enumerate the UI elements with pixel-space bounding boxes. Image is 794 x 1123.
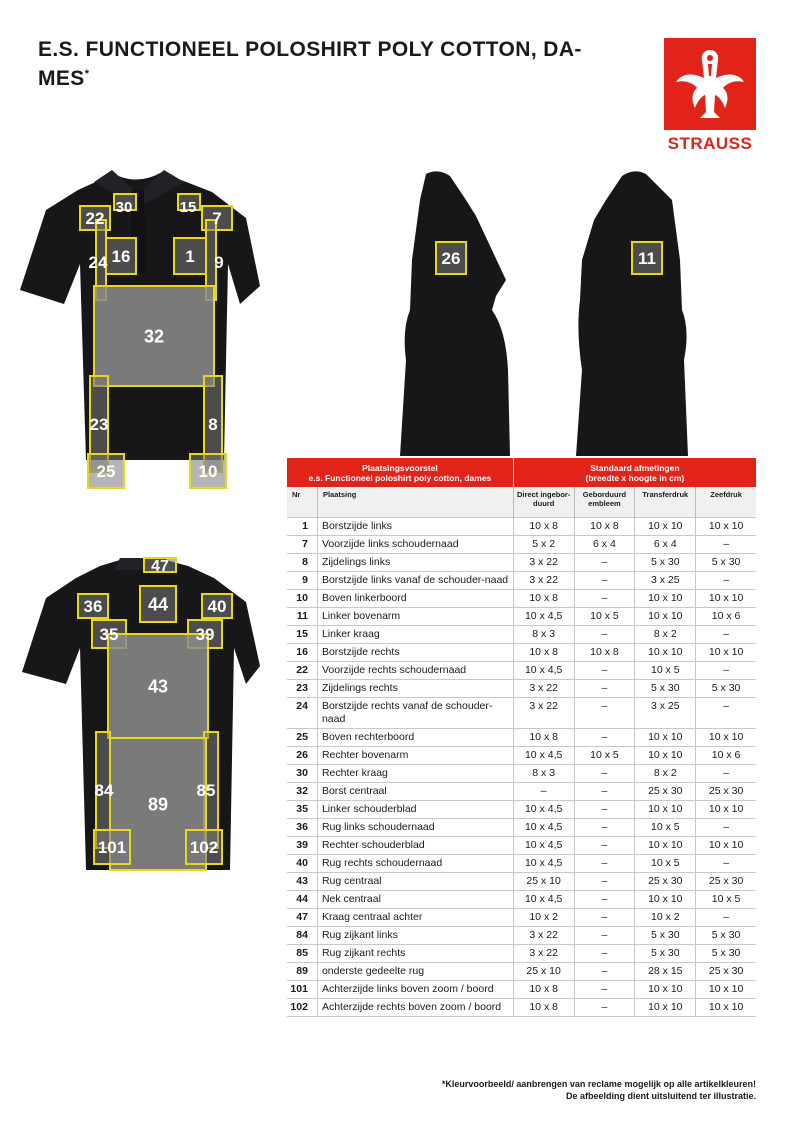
row-transfer-print: 5 x 30 — [635, 680, 696, 698]
row-embroidered-emblem: – — [574, 909, 635, 927]
table-row — [287, 945, 756, 963]
back-zone-label: 84 — [94, 781, 114, 800]
row-number: 15 — [287, 626, 317, 644]
back-zone-label: 101 — [97, 838, 127, 858]
row-transfer-print: 10 x 2 — [635, 909, 696, 927]
row-number: 44 — [287, 891, 317, 909]
row-transfer-print: 10 x 10 — [635, 747, 696, 765]
col-header-screen: Zeefdruk — [696, 487, 756, 518]
front-zone-label: 1 — [185, 247, 195, 267]
table-row — [287, 999, 756, 1017]
page-title — [38, 38, 618, 91]
row-placement: Rug zijkant rechts — [317, 945, 513, 963]
table-row — [287, 801, 756, 819]
front-zone-label: 8 — [208, 415, 218, 435]
table-row — [287, 644, 756, 662]
back-zone-label: 44 — [147, 594, 169, 615]
table-row — [287, 765, 756, 783]
row-screen-print: – — [696, 855, 756, 873]
row-number: 84 — [287, 927, 317, 945]
row-number: 8 — [287, 554, 317, 572]
row-screen-print: 25 x 30 — [696, 783, 756, 801]
row-number: 26 — [287, 747, 317, 765]
back-zone-label: 47 — [151, 557, 169, 575]
row-direct-embroidered: 10 x 8 — [513, 981, 574, 999]
row-placement: Achterzijde rechts boven zoom / boord — [317, 999, 513, 1017]
row-transfer-print: 10 x 10 — [635, 801, 696, 819]
header-left-line2: e.s. Functioneel poloshirt poly cotton, dames — [308, 472, 492, 483]
row-screen-print: 5 x 30 — [696, 927, 756, 945]
row-embroidered-emblem: 10 x 5 — [574, 747, 635, 765]
table-row — [287, 963, 756, 981]
row-placement: onderste gedeelte rug — [317, 963, 513, 981]
row-number: 25 — [287, 729, 317, 747]
row-placement: Rechter schouderblad — [317, 837, 513, 855]
row-transfer-print: 10 x 10 — [635, 590, 696, 608]
row-transfer-print: 5 x 30 — [635, 554, 696, 572]
row-embroidered-emblem: 6 x 4 — [574, 536, 635, 554]
row-direct-embroidered: 10 x 4,5 — [513, 819, 574, 837]
front-zone-label: 23 — [89, 415, 109, 435]
front-zone-label: 10 — [198, 462, 218, 482]
row-transfer-print: 25 x 30 — [635, 783, 696, 801]
table-row — [287, 554, 756, 572]
row-direct-embroidered: 10 x 8 — [513, 590, 574, 608]
row-screen-print: 10 x 10 — [696, 644, 756, 662]
row-embroidered-emblem: – — [574, 662, 635, 680]
row-placement: Zijdelings links — [317, 554, 513, 572]
row-transfer-print: 10 x 10 — [635, 891, 696, 909]
row-placement: Zijdelings rechts — [317, 680, 513, 698]
col-header-placement: Plaatsing — [317, 487, 513, 518]
row-transfer-print: 10 x 10 — [635, 981, 696, 999]
row-direct-embroidered: 10 x 4,5 — [513, 837, 574, 855]
row-direct-embroidered: 10 x 4,5 — [513, 891, 574, 909]
row-transfer-print: 10 x 10 — [635, 608, 696, 626]
footer-line-1: *Kleurvoorbeeld/ aanbrengen van reclame mogelijk op alle artikelkleuren! — [441, 1079, 756, 1089]
row-embroidered-emblem: – — [574, 837, 635, 855]
row-direct-embroidered: 25 x 10 — [513, 873, 574, 891]
table-row — [287, 590, 756, 608]
row-number: 23 — [287, 680, 317, 698]
row-direct-embroidered: 3 x 22 — [513, 945, 574, 963]
front-zone-label: 9 — [214, 253, 224, 272]
side-zone-label: 26 — [441, 249, 461, 269]
row-number: 10 — [287, 590, 317, 608]
table-row — [287, 729, 756, 747]
row-number: 35 — [287, 801, 317, 819]
row-number: 9 — [287, 572, 317, 590]
row-transfer-print: 5 x 30 — [635, 927, 696, 945]
row-transfer-print: 10 x 10 — [635, 644, 696, 662]
row-screen-print: 10 x 10 — [696, 518, 756, 536]
row-number: 36 — [287, 819, 317, 837]
row-direct-embroidered: 25 x 10 — [513, 963, 574, 981]
row-direct-embroidered: 3 x 22 — [513, 698, 574, 729]
row-screen-print: 10 x 10 — [696, 999, 756, 1017]
row-embroidered-emblem: – — [574, 999, 635, 1017]
placement-table — [287, 458, 756, 1017]
row-embroidered-emblem: 10 x 5 — [574, 608, 635, 626]
table-row — [287, 891, 756, 909]
row-number: 32 — [287, 783, 317, 801]
row-screen-print: 10 x 10 — [696, 981, 756, 999]
title-footnote-mark: * — [84, 68, 90, 80]
row-placement: Linker kraag — [317, 626, 513, 644]
back-zone-label: 102 — [189, 838, 219, 858]
row-direct-embroidered: 3 x 22 — [513, 680, 574, 698]
row-direct-embroidered: 10 x 8 — [513, 644, 574, 662]
row-embroidered-emblem: 10 x 8 — [574, 644, 635, 662]
row-placement: Boven rechterboord — [317, 729, 513, 747]
row-placement: Linker schouderblad — [317, 801, 513, 819]
row-direct-embroidered: 3 x 22 — [513, 927, 574, 945]
row-embroidered-emblem: – — [574, 855, 635, 873]
row-direct-embroidered: 3 x 22 — [513, 572, 574, 590]
header-left-line1: Plaatsingsvoorstel — [362, 462, 438, 473]
row-placement: Kraag centraal achter — [317, 909, 513, 927]
row-placement: Boven linkerboord — [317, 590, 513, 608]
row-embroidered-emblem: – — [574, 590, 635, 608]
row-direct-embroidered: 10 x 4,5 — [513, 662, 574, 680]
row-transfer-print: 3 x 25 — [635, 572, 696, 590]
back-zone-label: 35 — [99, 625, 119, 645]
row-direct-embroidered: 10 x 8 — [513, 518, 574, 536]
row-transfer-print: 10 x 5 — [635, 662, 696, 680]
row-transfer-print: 8 x 2 — [635, 626, 696, 644]
row-placement: Rug zijkant links — [317, 927, 513, 945]
row-number: 47 — [287, 909, 317, 927]
table-row — [287, 572, 756, 590]
row-direct-embroidered: 8 x 3 — [513, 765, 574, 783]
row-screen-print: 5 x 30 — [696, 945, 756, 963]
row-direct-embroidered: 8 x 3 — [513, 626, 574, 644]
row-screen-print: – — [696, 662, 756, 680]
row-embroidered-emblem: – — [574, 981, 635, 999]
row-embroidered-emblem: – — [574, 819, 635, 837]
table-header-placement-proposal — [287, 458, 513, 487]
row-placement: Rug links schoudernaad — [317, 819, 513, 837]
front-zone-label: 16 — [111, 247, 131, 267]
back-zone-label: 85 — [196, 781, 216, 800]
table-row — [287, 608, 756, 626]
side-zone-label: 11 — [638, 249, 656, 269]
row-screen-print: 5 x 30 — [696, 680, 756, 698]
row-screen-print: – — [696, 536, 756, 554]
front-zone-label: 7 — [212, 209, 222, 229]
row-screen-print: 10 x 10 — [696, 590, 756, 608]
row-number: 22 — [287, 662, 317, 680]
row-screen-print: 25 x 30 — [696, 873, 756, 891]
row-transfer-print: 28 x 15 — [635, 963, 696, 981]
table-row — [287, 855, 756, 873]
table-row — [287, 536, 756, 554]
table-row — [287, 981, 756, 999]
table-row — [287, 909, 756, 927]
front-zone-label: 25 — [96, 462, 116, 482]
side-shirts-figure — [396, 160, 696, 460]
table-row — [287, 680, 756, 698]
row-number: 1 — [287, 518, 317, 536]
row-placement: Borstzijde links — [317, 518, 513, 536]
row-direct-embroidered: 10 x 8 — [513, 729, 574, 747]
row-direct-embroidered: 10 x 4,5 — [513, 747, 574, 765]
table-header-standard-sizes — [513, 458, 756, 487]
table-row — [287, 819, 756, 837]
row-screen-print: – — [696, 819, 756, 837]
row-number: 24 — [287, 698, 317, 729]
left-side-shirt — [400, 171, 510, 456]
row-screen-print: – — [696, 572, 756, 590]
row-direct-embroidered: 10 x 2 — [513, 909, 574, 927]
row-placement: Borstzijde links vanaf de schouder-naad — [317, 572, 513, 590]
row-embroidered-emblem: – — [574, 765, 635, 783]
row-embroidered-emblem: – — [574, 873, 635, 891]
table-row — [287, 518, 756, 536]
table-row — [287, 927, 756, 945]
table-row — [287, 698, 756, 729]
row-screen-print: 10 x 10 — [696, 837, 756, 855]
row-direct-embroidered: 10 x 8 — [513, 999, 574, 1017]
row-transfer-print: 10 x 10 — [635, 729, 696, 747]
row-placement: Borstzijde rechts vanaf de schouder-naad — [317, 698, 513, 729]
front-zone-label: 32 — [143, 326, 165, 347]
row-screen-print: 10 x 10 — [696, 801, 756, 819]
row-transfer-print: 10 x 5 — [635, 819, 696, 837]
row-transfer-print: 10 x 5 — [635, 855, 696, 873]
row-number: 39 — [287, 837, 317, 855]
col-header-nr: Nr — [287, 487, 317, 518]
row-transfer-print: 3 x 25 — [635, 698, 696, 729]
row-screen-print: 5 x 30 — [696, 554, 756, 572]
row-embroidered-emblem: – — [574, 963, 635, 981]
row-placement: Borstzijde rechts — [317, 644, 513, 662]
front-shirt-figure — [14, 160, 262, 510]
row-embroidered-emblem: 10 x 8 — [574, 518, 635, 536]
row-direct-embroidered: 10 x 4,5 — [513, 801, 574, 819]
title-line-1: E.S. FUNCTIONEEL POLOSHIRT POLY COTTON, DA- — [38, 38, 582, 61]
col-header-direct: Direct ingebor- duurd — [513, 487, 574, 518]
logo-text: STRAUSS — [667, 134, 753, 153]
row-screen-print: – — [696, 698, 756, 729]
back-zone-label: 39 — [195, 625, 215, 645]
row-placement: Achterzijde links boven zoom / boord — [317, 981, 513, 999]
row-embroidered-emblem: – — [574, 698, 635, 729]
front-zone-label: 15 — [179, 199, 197, 216]
front-zone-label: 24 — [88, 253, 108, 272]
stork-logo-icon — [664, 38, 756, 130]
row-embroidered-emblem: – — [574, 783, 635, 801]
col-header-transfer: Transferdruk — [635, 487, 696, 518]
row-number: 30 — [287, 765, 317, 783]
row-screen-print: – — [696, 765, 756, 783]
row-placement: Nek centraal — [317, 891, 513, 909]
row-number: 85 — [287, 945, 317, 963]
row-direct-embroidered: 10 x 4,5 — [513, 608, 574, 626]
table-row — [287, 837, 756, 855]
back-shirt-figure — [16, 550, 264, 885]
row-screen-print: 10 x 6 — [696, 608, 756, 626]
table-row — [287, 783, 756, 801]
back-zone-label: 36 — [83, 597, 103, 617]
row-placement: Rug centraal — [317, 873, 513, 891]
row-transfer-print: 5 x 30 — [635, 945, 696, 963]
row-placement: Borst centraal — [317, 783, 513, 801]
col-header-emblem: Geborduurd embleem — [574, 487, 635, 518]
right-side-shirt — [576, 171, 688, 456]
row-embroidered-emblem: – — [574, 801, 635, 819]
row-number: 101 — [287, 981, 317, 999]
row-embroidered-emblem: – — [574, 927, 635, 945]
row-embroidered-emblem: – — [574, 680, 635, 698]
row-embroidered-emblem: – — [574, 729, 635, 747]
row-number: 89 — [287, 963, 317, 981]
row-number: 102 — [287, 999, 317, 1017]
header-right-line1: Standaard afmetingen — [590, 462, 680, 473]
row-screen-print: – — [696, 909, 756, 927]
front-zone-label: 22 — [85, 209, 105, 229]
table-row — [287, 873, 756, 891]
front-zone-label: 30 — [115, 199, 133, 216]
row-direct-embroidered: – — [513, 783, 574, 801]
row-direct-embroidered: 10 x 4,5 — [513, 855, 574, 873]
row-number: 7 — [287, 536, 317, 554]
row-embroidered-emblem: – — [574, 572, 635, 590]
row-placement: Voorzijde links schoudernaad — [317, 536, 513, 554]
row-number: 43 — [287, 873, 317, 891]
row-placement: Rechter kraag — [317, 765, 513, 783]
row-direct-embroidered: 5 x 2 — [513, 536, 574, 554]
row-embroidered-emblem: – — [574, 891, 635, 909]
footer-line-2: De afbeelding dient uitsluitend ter illustratie. — [565, 1091, 756, 1101]
row-embroidered-emblem: – — [574, 945, 635, 963]
back-zone-label: 89 — [147, 794, 169, 815]
footer-note — [442, 1078, 756, 1102]
logo-box — [664, 38, 756, 130]
row-screen-print: 25 x 30 — [696, 963, 756, 981]
row-direct-embroidered: 3 x 22 — [513, 554, 574, 572]
row-placement: Rug rechts schoudernaad — [317, 855, 513, 873]
row-transfer-print: 10 x 10 — [635, 518, 696, 536]
title-line-2: MES — [38, 67, 85, 90]
row-screen-print: 10 x 10 — [696, 729, 756, 747]
row-embroidered-emblem: – — [574, 554, 635, 572]
table-row — [287, 626, 756, 644]
row-screen-print: 10 x 5 — [696, 891, 756, 909]
row-screen-print: 10 x 6 — [696, 747, 756, 765]
row-number: 40 — [287, 855, 317, 873]
row-placement: Voorzijde rechts schoudernaad — [317, 662, 513, 680]
back-zone-label: 40 — [207, 597, 227, 617]
row-screen-print: – — [696, 626, 756, 644]
table-row — [287, 662, 756, 680]
strauss-logo — [664, 38, 756, 156]
row-transfer-print: 10 x 10 — [635, 837, 696, 855]
row-transfer-print: 10 x 10 — [635, 999, 696, 1017]
table-row — [287, 747, 756, 765]
row-transfer-print: 6 x 4 — [635, 536, 696, 554]
row-embroidered-emblem: – — [574, 626, 635, 644]
row-number: 11 — [287, 608, 317, 626]
row-number: 16 — [287, 644, 317, 662]
row-placement: Rechter bovenarm — [317, 747, 513, 765]
header-right-line2: (breedte x hoogte in cm) — [585, 472, 685, 483]
back-zone-label: 43 — [147, 676, 169, 697]
row-transfer-print: 25 x 30 — [635, 873, 696, 891]
row-transfer-print: 8 x 2 — [635, 765, 696, 783]
row-placement: Linker bovenarm — [317, 608, 513, 626]
